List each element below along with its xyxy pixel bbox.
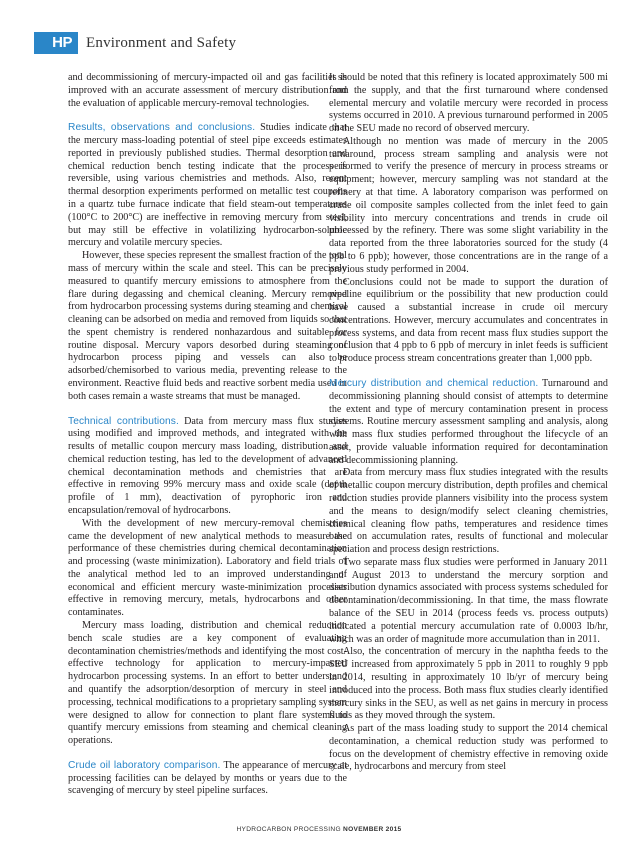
paragraph-text: Data from mercury mass flux studies using modified and improved methods, and integrated with the results of metallic coupon mercury mass loading, distribution and chemical reduction testing, has led to the development of advanced chemical decontamination methods and chemistries that are effective in removing 99% mercury mass and oxide scale (depth profile of 1 mm), deactivation of pyrophoric iron and encapsulation/removal of hydrocarbons. <box>68 415 348 516</box>
publication-name: HYDROCARBON PROCESSING <box>236 826 341 833</box>
paragraph: As part of the mass loading study to support the 2014 chemical decontamination, a chemical reduction study was performed to focus on the development of chemistry effective in removing oxide scale, hydrocarbons and mercury from steel <box>329 723 608 773</box>
section-heading: Mercury distribution and chemical reduction. <box>329 377 539 389</box>
paragraph: Data from mercury mass flux studies integrated with the results of metallic coupon mercury distribution, depth profiles and chemical reduction studies provide planners visibility into the process system and the means to design/modify select cleaning chemistries, chemical cleaning flow paths, temperatures and residence times based on accumulation rates, results of functional and molecular speciation and process design restrictions. <box>329 467 608 556</box>
page-footer <box>0 826 638 833</box>
paragraph <box>68 416 347 518</box>
page-header <box>34 32 236 54</box>
issue-date: NOVEMBER 2015 <box>343 826 402 833</box>
paragraph <box>68 760 347 798</box>
paragraph: Also, the concentration of mercury in the naphtha feeds to the SEU increased from approximately 5 ppb in 2011 to roughly 9 ppb in 2014, resulting in approximately 10 lb/yr of mercury being introduced into the process. Both mass flux studies clearly identified mercury sinks in the SEU, as well as net gains in mercury in process fluids as they moved through the system. <box>329 646 608 722</box>
paragraph: and decommissioning of mercury-impacted oil and gas facilities is improved with an accurate assessment of mercury distribution and the evaluation of applicable mercury-removal technologies. <box>68 72 347 109</box>
paragraph: With the development of new mercury-removal chemistries came the development of new analytical methods to measure the performance of these chemistries during chemical decontamination and processing (waste minimization). Laboratory and field trials of the analytical method led to an improved understanding of economical and efficient mercury waste-minimization processes effective in removing mercury, metals, hydrocarbons and other contaminates. <box>68 517 347 619</box>
section-heading: Results, observations and conclusions. <box>68 122 256 134</box>
paragraph: However, these species represent the smallest fraction of the total mass of mercury within the scale and steel. This can be precisely measured to quantify mercury emissions to atmosphere from the flare during degassing and chemical cleaning. Mercury removed from hydrocarbon processing systems during steaming and chemical cleaning can be adsorbed on media and removed from liquids so that the spent chemistry is rendered nonhazardous and suitable for routine disposal. Mercury vapors desorbed during steaming of hydrocarbon process piping and vessels can also be adsorbed/chemisorbed to various media, preventing release to the environment. Reactive fluid beds and reactive sorbent media used in both cases remain a waste streams that must be managed. <box>68 250 347 402</box>
left-column <box>68 72 347 798</box>
hp-logo: HP <box>34 32 78 54</box>
section-name: Environment and Safety <box>86 34 237 51</box>
paragraph-text: Studies indicate that the mercury mass-loading potential of steel pipe exceeds estimates reported in previously published studies. Thermal desorption and chemical reduction bench testing indicate that the process is reversible, using various chemistries and methods. Also, recent thermal desorption experiments performed on metallic test coupons in a quartz tube furnace indicate that field steam-out temperatures (100°C to 200°C) are ineffective in removing mercury from steel, but may still be effective in volatilizing hydrocarbon-soluble mercury and volatile mercury species. <box>68 122 347 249</box>
paragraph: It should be noted that this refinery is located approximately 500 mi from the supply, and that the first turnaround where condensed elemental mercury and volatile mercury were recorded in process systems occurred in 2010. A previous turnaround performed in 2005 on the SEU made no record of observed mercury. <box>329 72 608 135</box>
section-heading: Technical contributions. <box>68 415 179 427</box>
right-column <box>329 72 608 774</box>
paragraph-text: Turnaround and decommissioning planning should consist of attempts to determine the extent and type of mercury contamination present in process systems. Routine mercury assessment sampling and analysis, along with mass flux studies performed throughout the lifecycle of an asset, provide valuable information required for decontamination and decommissioning planning. <box>329 377 608 466</box>
section-heading: Crude oil laboratory comparison. <box>68 759 221 771</box>
paragraph-text: The appearance of mercury at processing facilities can be delayed by months or years due to the scavenging of mercury by steel pipeline surfaces. <box>68 759 348 797</box>
paragraph <box>329 378 608 467</box>
paragraph: Mercury mass loading, distribution and chemical reduction bench scale studies are a key component of evaluating decontamination chemistries/methods and identifying the most cost-effective technology for application to mercury-impacted hydrocarbon processing systems. In an effort to better understand and quantify the adsorption/desorption of mercury in steel and processing, technical modifications to a proprietary sampling system were designed to allow for connection to plant flare systems to quantify mercury emissions from steaming and chemical cleaning operations. <box>68 620 347 747</box>
paragraph <box>68 122 347 250</box>
paragraph: Two separate mass flux studies were performed in January 2011 and August 2013 to understand the mercury sorption and distribution dynamics associated with process systems scheduled for decontamination/decommissioning. In that time, the mass flowrate balance of the SEU in 2014 (process feeds vs. process outputs) indicated a potential mercury accumulation rate of 0.0003 lb/hr, which was an order of magnitude more accumulation than in 2011. <box>329 556 608 645</box>
paragraph: Although no mention was made of mercury in the 2005 turnaround, process stream sampling and analysis were not performed to verify the presence of mercury in process streams or equipment; however, mercury sampling was not standard at the refinery at that time. A laboratory comparison was performed on crude oil composite samples collected from the inlet feed to gain visibility into mercury concentrations and trends in crude oil processed by the refinery. There was some slight variability in the data reported from the three laboratories sourced for the study (4 ppb to 6 ppb); however, those concentrations are in the range of a previous study performed in 2004. <box>329 135 608 275</box>
paragraph: Conclusions could not be made to support the duration of pipeline equilibrium or the possibility that new production could have caused a substantial increase in crude oil mercury concentrations. However, mercury accumulates and concentrates in process systems, and data from recent mass flux studies support the conclusion that 4 ppb to 6 ppb of mercury in inlet feeds is sufficient to produce process stream concentrations greater than 1,000 ppb. <box>329 276 608 365</box>
